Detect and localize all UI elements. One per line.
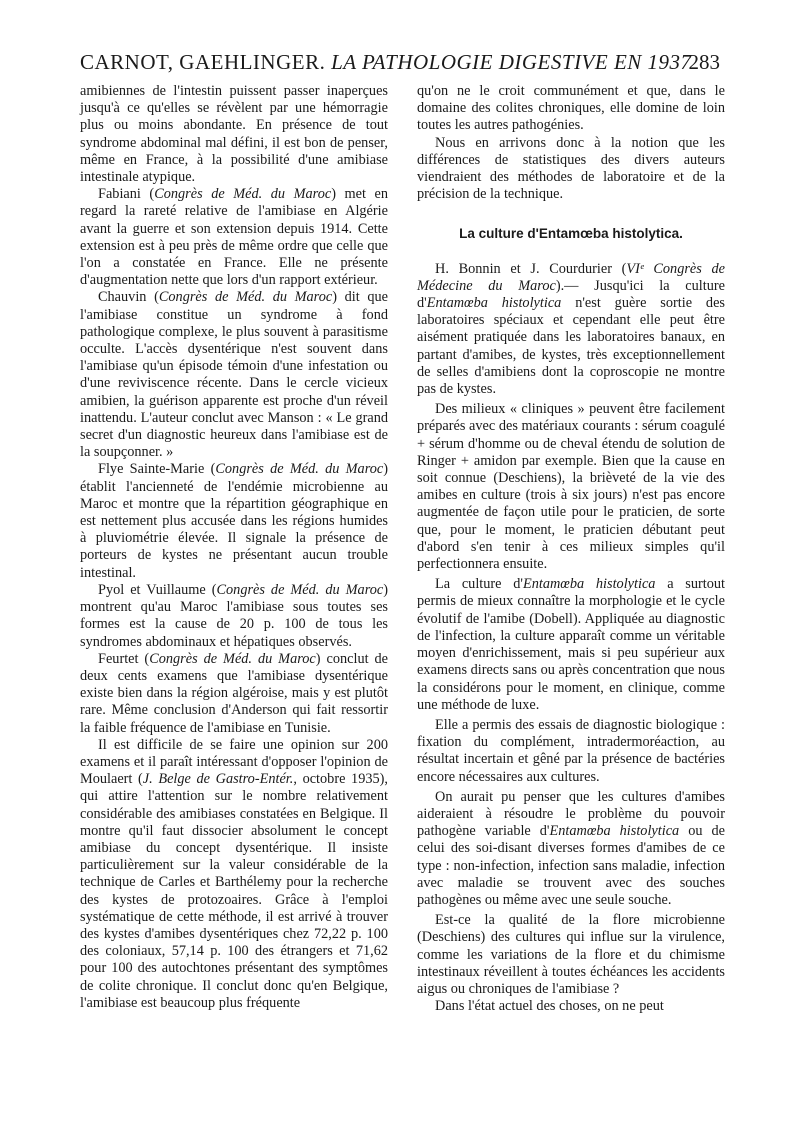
paragraph: Flye Sainte-Marie (Congrès de Méd. du Maroc) établit l'ancienneté de l'endémie microbienne au Maroc et montre que la répartition géographique en est nettement plus accusée dans les régions humides à pluviométrie élevée. Il signale la présence de porteurs de kystes ne présentant aucun trouble intestinal. <box>80 461 389 581</box>
paragraph: Nous en arrivons donc à la notion que les différences de statistiques des divers auteurs viendraient des méthodes de laboratoire et de la précision de la technique. <box>417 134 725 203</box>
paragraph: Des milieux « cliniques » peuvent être facilement préparés avec des matériaux courants : sérum coagulé + sérum d'homme ou de cheval étendu de solution de Ringer + amidon par exemple. Bien que la cause en soit connue (Deschiens), la brièveté de la vie des amibes en culture (trois à six jours) n'est pas encore augmentée de façon utile pour le praticien, de sorte que, pour le moment, le praticien débutant peut d'abord s'en tenir à ces milieux simples qu'il perfectionnera ensuite. <box>417 401 725 573</box>
page-number: 283 <box>688 50 720 74</box>
paragraph: Feurtet (Congrès de Méd. du Maroc) conclut de deux cents examens que l'amibiase dysentérique existe bien dans la région algéroise, mais y est plutôt rare. Même conclusion d'Anderson qui fait ressortir la faible fréquence de l'amibiase en Tunisie. <box>80 650 388 736</box>
citation: J. Belge de Gastro-Entér. <box>142 771 294 788</box>
paragraph: La culture d'Entamœba histolytica a surtout permis de mieux connaître la morphologie et le cycle évolutif de l'amibe (Dobell). Appliquée au diagnostic de l'infection, la culture apparaît comme un véritable moyen d'enrichissement, mais si peu supérieur aux examens directs sans ou après concentration que nous la considérons pour le moment, en clinique, comme une méthode de luxe. <box>417 576 725 713</box>
species-name: Entamœba histolytica <box>549 823 680 840</box>
paragraph: Il est difficile de se faire une opinion sur 200 examens et il paraît intéressant d'opposer l'opinion de Moulaert (J. Belge de Gastro-Entér., octobre 1935), qui attire l'attention sur le nombre relativement considérable des amibiases constatées en Belgique. Il montre qu'il faut dissocier absolument le concept amibiase du concept dysentérique. Il insiste particulièrement sur la valeur considérable de la technique de Carles et Barthélemy pour la recherche des kystes de protozoaires. Grâce à l'emploi systématique de cette méthode, il est arrivé à trouver des kystes d'amibes dysentériques chez 72,22 p. 100 des coloniaux, 57,14 p. 100 des étrangers et 71,62 pour 100 des autochtones présentant des symptômes de colite chronique. Il conclut donc qu'en Belgique, l'amibiase est beaucoup plus fréquente <box>80 736 388 1011</box>
paragraph: On aurait pu penser que les cultures d'amibes aideraient à résoudre le problème du pouvoir pathogène variable d'Entamœba histolytica ou de celui des soi-disant diverses formes d'amibes de ce type : non-infection, infection sans maladie, infection avec maladie se trouvent avec des souches pathogènes ou même avec une seule souche. <box>417 788 725 908</box>
paragraph: Dans l'état actuel des choses, on ne peut <box>435 998 664 1015</box>
right-column <box>417 83 725 1015</box>
paragraph: Est-ce la qualité de la flore microbienne (Deschiens) des cultures qui influe sur la virulence, comme les variations de la flore et du chimisme intestinaux réveillent à toutes échéances les accidents aigus ou chroniques de l'amibiase ? <box>417 912 725 997</box>
paragraph: amibiennes de l'intestin puissent passer inaperçues jusqu'à ce qu'elles se révèlent par une hémorragie plus ou moins abondante. En présence de tout syndrome abdominal mal défini, il est bon de penser, même en France, à la possibilité d'une amibiase intestinale atypique. <box>80 83 388 186</box>
paragraph: Pyol et Vuillaume (Congrès de Méd. du Maroc) montrent qu'au Maroc l'amibiase sous toutes ses formes est la cause de 20 p. 100 de tous les syndromes abdominaux et hépatiques observés. <box>80 581 388 650</box>
left-column <box>80 83 388 1012</box>
citation: Congrès de Méd. du Maroc <box>215 461 384 478</box>
paragraph: H. Bonnin et J. Courdurier (VIᵉ Congrès de Médecine du Maroc).— Jusqu'ici la culture d'Entamœba histolytica n'est guère sortie des laboratoires spéciaux et cependant elle peut être aisément pratiquée dans les laboratoires banaux, en partant d'amibes, de kystes, très exceptionnellement de selles d'amibiens dont la coproscopie ne montre pas de kystes. <box>417 260 726 398</box>
citation: Congrès de Méd. du Maroc <box>216 581 384 598</box>
citation: Congrès de Méd. du Maroc <box>154 186 332 203</box>
citation: Congrès de Méd. du Maroc <box>149 650 316 667</box>
paragraph: qu'on ne le croit communément et que, dans le domaine des colites chroniques, elle domine de loin toutes les autres pathogénies. <box>417 83 725 134</box>
citation: Congrès de Méd. du Maroc <box>158 289 333 306</box>
header-journal-title: LA PATHOLOGIE DIGESTIVE EN 1937 <box>331 50 692 74</box>
running-header <box>80 50 720 82</box>
paragraph: Chauvin (Congrès de Méd. du Maroc) dit que l'amibiase constitue un syndrome à fond pathologique complexe, le plus souvent à parasitisme occulte. L'accès dysentérique n'est souvent dans l'amibiase qu'un épisode témoin d'une infestation ou d'une reviviscence récente. Dans le cercle vicieux amibien, la guérison apparente est proche d'un réveil inattendu. L'auteur conclut avec Manson : « Le grand secret d'un diagnostic heureux dans l'amibiase est de la soupçonner. » <box>80 289 388 461</box>
species-name: Entamœba histolytica <box>522 576 656 593</box>
paragraph: Fabiani (Congrès de Méd. du Maroc) met en regard la rareté relative de l'amibiase en Algérie avant la guerre et son extension depuis 1914. Cette extension est à peu près de même ordre que celle que l'on a constatée en France. Elle ne présente d'augmentation nette que lors d'un rapport extérieur. <box>80 186 388 289</box>
paragraph: Elle a permis des essais de diagnostic biologique : fixation du complément, intradermoréaction, au résultat incertain et gêné par la présence de bactéries encore nécessaires aux cultures. <box>417 716 725 785</box>
header-title <box>80 50 692 75</box>
section-heading: La culture d'Entamœba histolytica. <box>459 226 683 242</box>
species-name: Entamœba histolytica <box>426 295 562 312</box>
header-authors: CARNOT, GAEHLINGER. <box>80 50 326 74</box>
citation: VIᵉ Congrès de Médecine du Maroc <box>417 260 725 294</box>
